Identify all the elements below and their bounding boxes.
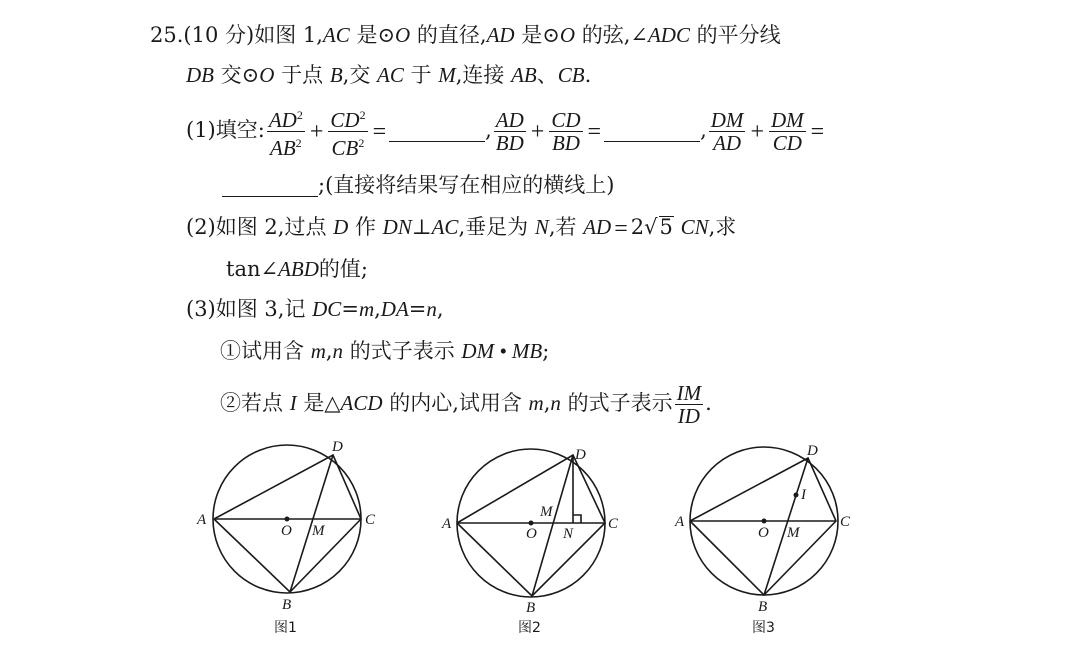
fig1-label-B: B (282, 597, 292, 613)
fig2-label-M: M (540, 504, 553, 520)
fig2-label-A: A (442, 516, 452, 532)
part1-line-2: ;(直接将结果写在相应的横线上) (222, 170, 614, 200)
fraction-ad2-ab2: $\frac{AD^2}{AB^2}$ (267, 104, 305, 159)
fig2-label-B: B (526, 600, 536, 616)
fraction-ad-bd: $\frac{AD}{BD}$ (495, 108, 524, 155)
fig3-label-C: C (840, 514, 851, 530)
fraction-im-id: $\frac{IM}{ID}$ (676, 381, 702, 428)
fig3-label-O: O (758, 525, 769, 541)
question-line-2: DB 交⊙O 于点 B,交 AC 于 M,连接 AB、CB. (186, 63, 592, 87)
part2-line-2: tan∠ABD的值; (226, 257, 368, 281)
part1-label: (1)填空: (186, 118, 265, 142)
fraction-dm-cd: $\frac{DM}{CD}$ (770, 108, 804, 155)
fig1-label-C: C (365, 512, 376, 528)
fig3-label-M: M (787, 525, 800, 541)
fig2-label-N: N (563, 526, 574, 542)
fig3-caption: 图3 (752, 620, 775, 636)
fig1-label-A: A (197, 512, 207, 528)
fig3-label-I: I (801, 487, 806, 503)
part1-line: (1)填空: $\frac{AD^2}{AB^2}$ + $\frac{CD^2}{CB^2}$ = , $\frac{AD}{BD}$ + $\frac{CD}{BD}$ = , $\frac{DM}{AD}$ + $\frac{DM}{CD}$ = (186, 104, 827, 159)
fig1-label-O: O (281, 523, 292, 539)
fraction-dm-ad: $\frac{DM}{AD}$ (710, 108, 744, 155)
question-score: (10 分) (183, 23, 255, 47)
part2-line-1: (2)如图 2,过点 D 作 DN⊥AC,垂足为 N,若 AD = 2√5 CN,求 (186, 215, 737, 242)
question-number: 25. (150, 23, 184, 47)
fig3-label-B: B (758, 599, 768, 615)
fig1-label-M: M (312, 523, 325, 539)
question-line-1: 25.(10 分)如图 1,AC 是⊙O 的直径,AD 是⊙O 的弦,∠ADC 的平分线 (150, 23, 781, 47)
fig1-caption: 图1 (274, 620, 297, 636)
fig1-label-D: D (332, 439, 343, 455)
fraction-cd2-cb2: $\frac{CD^2}{CB^2}$ (328, 104, 367, 159)
fig2-label-O: O (526, 526, 537, 542)
fig2-label-D: D (575, 447, 586, 463)
figure-1 (196, 439, 376, 636)
figure-3 (674, 443, 851, 636)
part3-sub1: ①试用含 m,n 的式子表示 DM • MB; (220, 339, 550, 363)
fig3-label-D: D (807, 443, 818, 459)
part3-line-1: (3)如图 3,记 DC=m,DA=n, (186, 297, 444, 321)
fig2-caption: 图2 (518, 620, 541, 636)
part3-sub2: ②若点 I 是△ACD 的内心,试用含 m,n 的式子表示 $\frac{IM}{ID}$ . (220, 381, 712, 428)
fig3-label-A: A (675, 514, 685, 530)
figure-2 (441, 447, 619, 636)
fig2-label-C: C (608, 516, 619, 532)
fraction-cd-bd: $\frac{CD}{BD}$ (551, 108, 581, 155)
